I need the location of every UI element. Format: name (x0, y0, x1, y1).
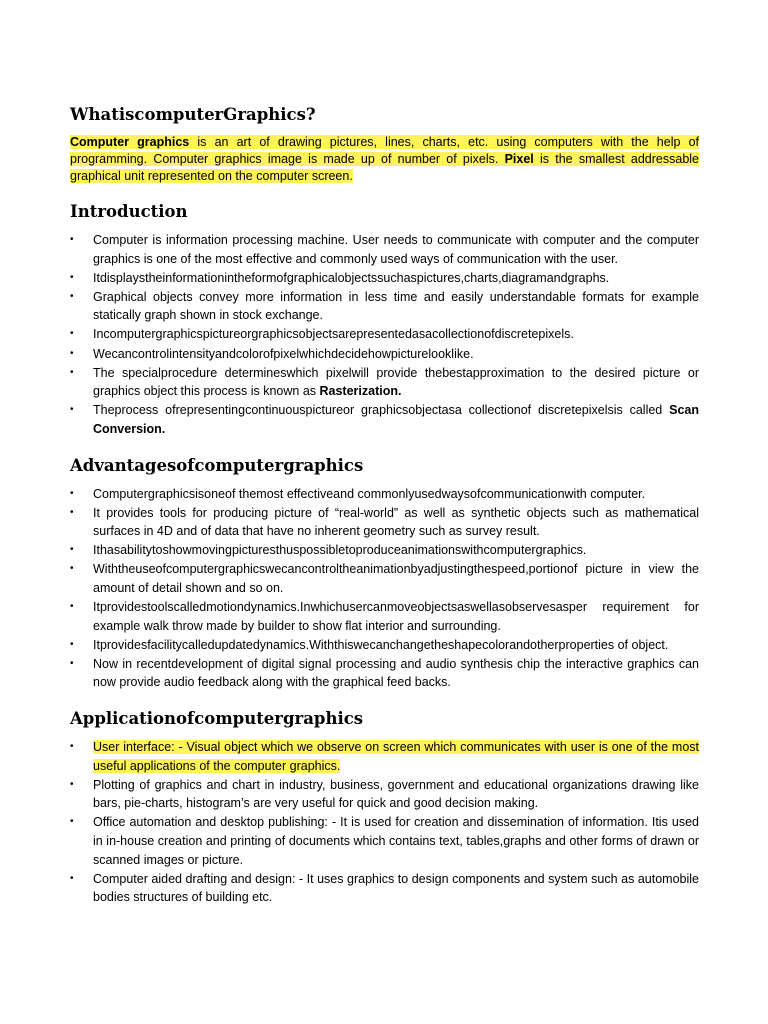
bullet-icon: • (70, 778, 74, 790)
bullet-icon: • (70, 347, 74, 359)
list-item: • Itdisplaystheinformationintheformofgraphicalobjectssuchaspictures,charts,diagramandgraphs. (70, 269, 699, 288)
list-item: • Office automation and desktop publishing: - It is used for creation and dissemination of information. Itis used in in-house creation and printing of documents which contains text, tables,graphs and other forms of drawn or scanned images or picture. (70, 815, 699, 867)
page-title: WhatiscomputerGraphics? (70, 105, 316, 124)
list-item: • Incomputergraphicspictureorgraphicsobjectsarepresentedasacollectionofdiscretepixels. (70, 325, 699, 344)
bullet-icon: • (70, 271, 74, 283)
list-item: • Computer is information processing machine. User needs to communicate with computer and the computer graphics is one of the most effective and commonly used ways of communication with the user. (70, 233, 699, 266)
list-item: • It provides tools for producing picture of “real-world” as well as synthetic objects such as mathematical surfaces in 4D and of data that have no inherent geometry such as survey result. (70, 505, 699, 539)
bullet-icon: • (70, 404, 74, 416)
advantages-list (70, 485, 699, 693)
list-item: • Ithasabilitytoshowmovingpicturesthuspossibletoproduceanimationswithcomputergraphics. (70, 541, 699, 560)
bullet-icon: • (70, 544, 74, 556)
list-item: • Itprovidestoolscalledmotiondynamics.Inwhichusercanmoveobjectsaswellasobservesasper requirement for example walk throw made by builder to show flat interior and surrounding. (70, 600, 699, 633)
list-item: • Itprovidesfacilitycalledupdatedynamics.Withthiswecanchangetheshapecolorandotherproperties of object. (70, 636, 699, 655)
section-heading-applications: Applicationofcomputergraphics (70, 709, 364, 729)
bullet-icon: • (70, 290, 74, 302)
list-item: • Computergraphicsisoneof themost effectiveand commonlyusedwaysofcommunicationwith computer. (70, 485, 699, 504)
bullet-icon: • (70, 872, 74, 884)
applications-list (70, 738, 699, 907)
bullet-icon: • (70, 563, 74, 575)
bullet-icon: • (70, 506, 74, 518)
document-body (70, 104, 699, 907)
intro-text-2: is the smallest addressable graphical unit represented on the computer screen. (70, 152, 699, 183)
list-item: • Plotting of graphics and chart in industry, business, government and educational organizations drawing like bars, pie-charts, histogram’s are very useful for quick and good decision making. (70, 777, 699, 811)
list-item: • The specialprocedure determineswhich pixelwill provide thebestapproximation to the desired picture or graphics object this process is known as Rasterization. (70, 365, 699, 399)
list-item: • Computer aided drafting and design: - It uses graphics to design components and system such as automobile bodies structures of building etc. (70, 871, 699, 905)
term-rasterization: Rasterization. (319, 384, 402, 399)
list-item: • Theprocess ofrepresentingcontinuouspictureor graphicsobjectasa collectionof discretepixelsis called Scan Conversion. (70, 403, 699, 436)
highlighted-text: User interface: - Visual object which we observe on screen which communicates with user is one of the most useful applications of the computer graphics. (93, 740, 699, 773)
term-scan-conversion: Scan Conversion. (93, 403, 699, 436)
intro-highlight (70, 135, 699, 183)
intro-paragraph (70, 134, 699, 185)
intro-text-1: is an art of drawing pictures, lines, charts, etc. using computers with the help of programming. Computer graphics image is made up of number of pixels. (70, 135, 699, 166)
term-pixel: Pixel (504, 152, 534, 166)
introduction-list (70, 231, 699, 439)
list-item: • Now in recentdevelopment of digital signal processing and audio synthesis chip the interactive graphics can now provide audio feedback along with the graphical feed backs. (70, 656, 699, 690)
bullet-icon: • (70, 601, 74, 613)
term-computer-graphics: Computer graphics (70, 135, 190, 149)
bullet-icon: • (70, 741, 74, 753)
list-item: • Wecancontrolintensityandcolorofpixelwhichdecidehowpicturelooklike. (70, 345, 699, 364)
bullet-icon: • (70, 366, 74, 378)
bullet-icon: • (70, 487, 74, 499)
list-item (70, 738, 699, 775)
bullet-icon: • (70, 816, 74, 828)
bullet-icon: • (70, 638, 74, 650)
list-item: • Withtheuseofcomputergraphicswecancontroltheanimationbyadjustingthespeed,portionof picture in view the amount of detail shown and so on. (70, 562, 699, 595)
section-heading-introduction: Introduction (70, 202, 188, 221)
bullet-icon: • (70, 234, 74, 245)
section-heading-advantages: Advantagesofcomputergraphics (70, 455, 364, 475)
bullet-icon: • (70, 328, 74, 340)
bullet-icon: • (70, 657, 74, 669)
list-item: • Graphical objects convey more information in less time and easily understandable formats for example statically graph shown in stock exchange. (70, 289, 699, 323)
